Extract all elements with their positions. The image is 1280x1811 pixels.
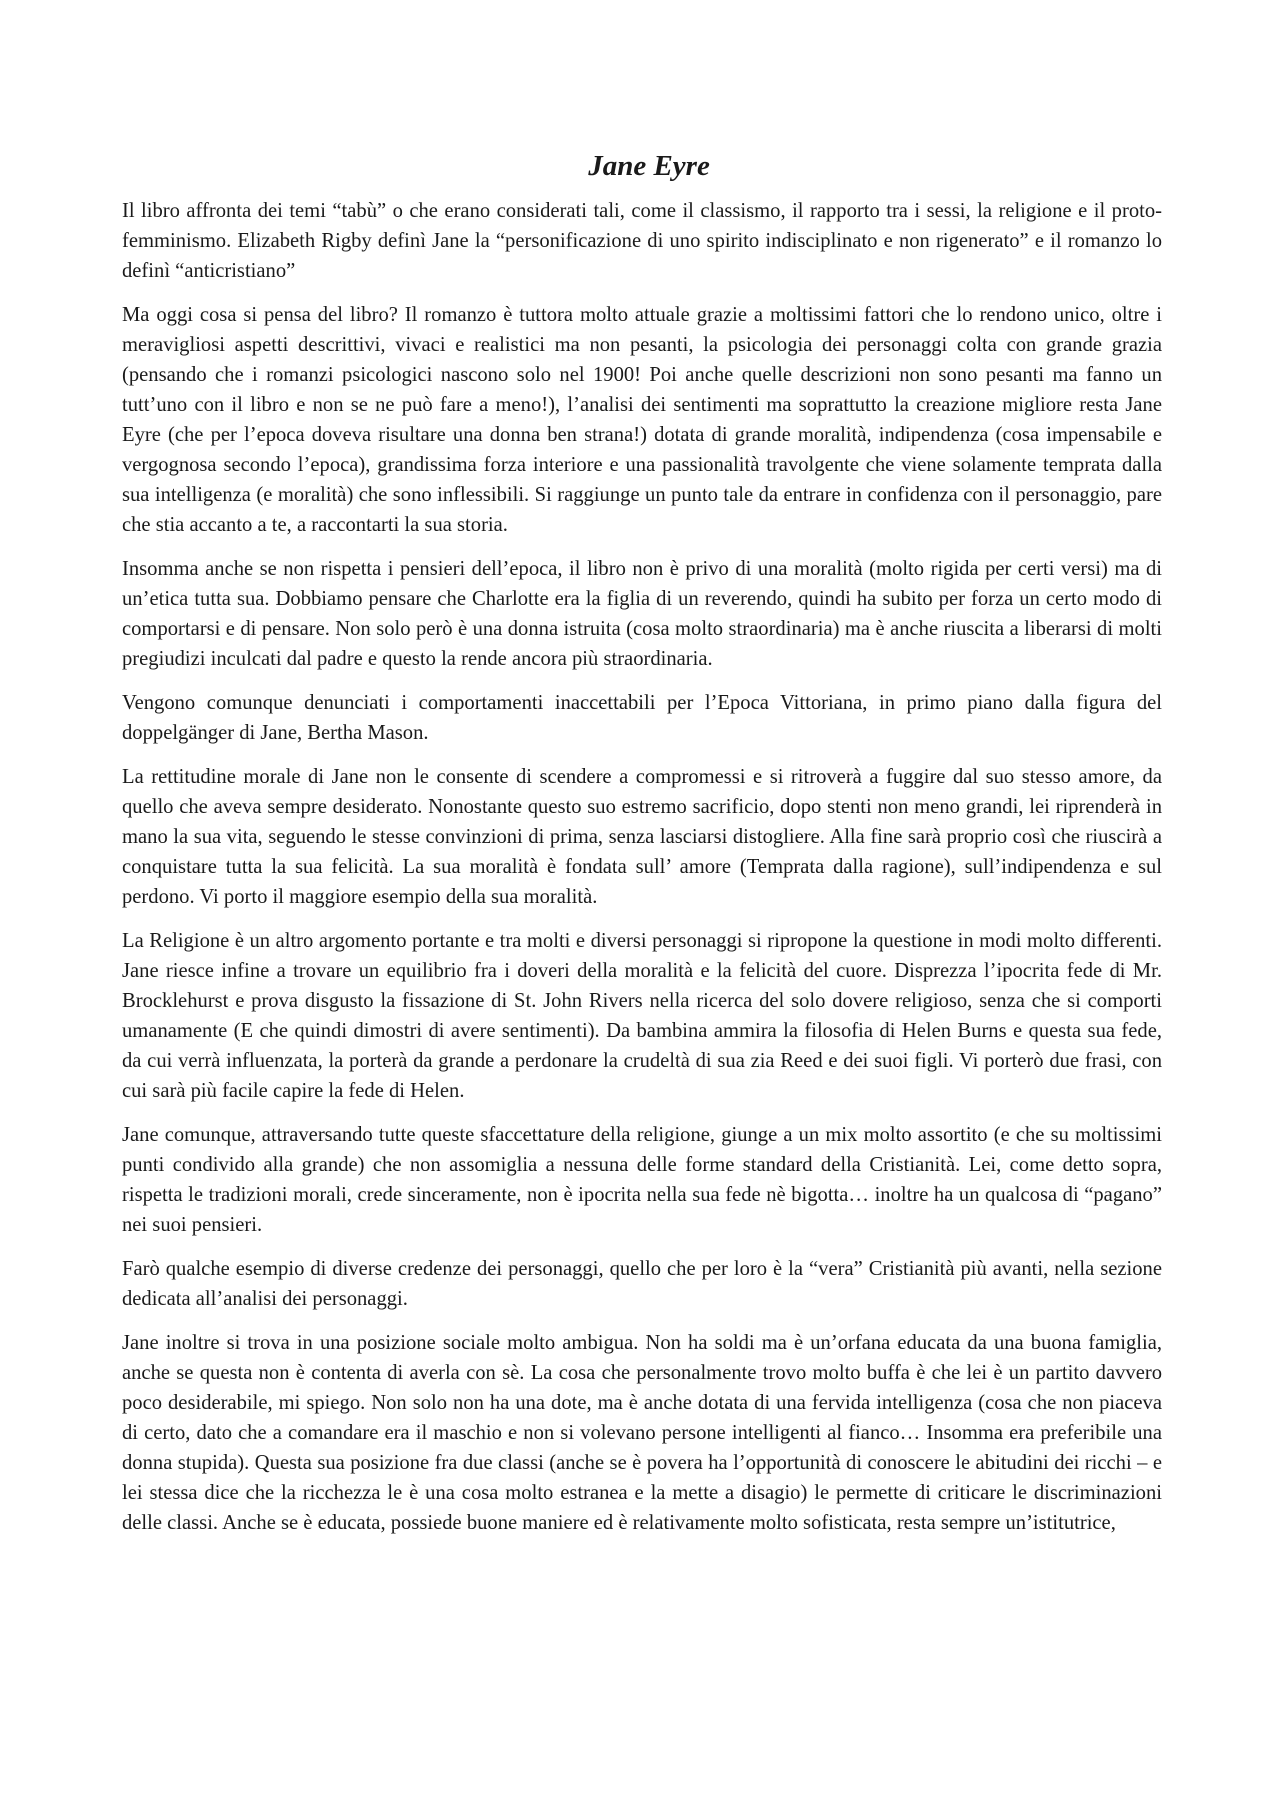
paragraph-3: Insomma anche se non rispetta i pensieri dell’epoca, il libro non è privo di una moralità (molto rigida per certi versi) ma di un’etica tutta sua. Dobbiamo pensare che Charlotte era la figlia di un reverendo, quindi ha subito per forza un certo modo di comportarsi e di pensare. Non solo però è una donna istruita (cosa molto straordinaria) ma è anche riuscita a liberarsi di molti pregiudizi inculcati dal padre e questo la rende ancora più straordinaria. (122, 558, 1162, 670)
document-page (122, 148, 1162, 1552)
paragraph-5: La rettitudine morale di Jane non le consente di scendere a compromessi e si ritroverà a fuggire dal suo stesso amore, da quello che aveva sempre desiderato. Nonostante questo suo estremo sacrificio, dopo stenti non meno grandi, lei riprenderà in mano la sua vita, seguendo le stesse convinzioni di prima, senza lasciarsi distogliere. Alla fine sarà proprio così che riuscirà a conquistare tutta la sua felicità. La sua moralità è fondata sull’ amore (Temprata dalla ragione), sull’indipendenza e sul perdono. Vi porto il maggiore esempio della sua moralità. (122, 766, 1162, 908)
paragraph-2: Ma oggi cosa si pensa del libro? Il romanzo è tuttora molto attuale grazie a moltissimi fattori che lo rendono unico, oltre i meravigliosi aspetti descrittivi, vivaci e realistici ma non pesanti, la psicologia dei personaggi colta con grande grazia (pensando che i romanzi psicologici nascono solo nel 1900! Poi anche quelle descrizioni non sono pesanti ma fanno un tutt’uno con il libro e non se ne può fare a meno!), l’analisi dei sentimenti ma soprattutto la creazione migliore resta Jane Eyre (che per l’epoca doveva risultare una donna ben strana!) dotata di grande moralità, indipendenza (cosa impensabile e vergognosa secondo l’epoca), grandissima forza interiore e una passionalità travolgente che viene solamente temprata dalla sua intelligenza (e moralità) che sono inflessibili. Si raggiunge un punto tale da entrare in confidenza con il personaggio, pare che stia accanto a te, a raccontarti la sua storia. (122, 304, 1162, 536)
paragraph-4: Vengono comunque denunciati i comportamenti inaccettabili per l’Epoca Vittoriana, in primo piano dalla figura del doppelgänger di Jane, Bertha Mason. (122, 692, 1162, 744)
paragraph-9: Jane inoltre si trova in una posizione sociale molto ambigua. Non ha soldi ma è un’orfana educata da una buona famiglia, anche se questa non è contenta di averla con sè. La cosa che personalmente trovo molto buffa è che lei è un partito davvero poco desiderabile, mi spiego. Non solo non ha una dote, ma è anche dotata di una fervida intelligenza (cosa che non piaceva di certo, dato che a comandare era il maschio e non si volevano persone intelligenti al fianco… Insomma era preferibile una donna stupida). Questa sua posizione fra due classi (anche se è povera ha l’opportunità di conoscere le abitudini dei ricchi – e lei stessa dice che la ricchezza le è una cosa molto estranea e la mette a disagio) le permette di criticare le discriminazioni delle classi. Anche se è educata, possiede buone maniere ed è relativamente molto sofisticata, resta sempre un’istitutrice, (122, 1332, 1162, 1534)
paragraph-6: La Religione è un altro argomento portante e tra molti e diversi personaggi si ripropone la questione in modi molto differenti. Jane riesce infine a trovare un equilibrio fra i doveri della moralità e la felicità del cuore. Disprezza l’ipocrita fede di Mr. Brocklehurst e prova disgusto la fissazione di St. John Rivers nella ricerca del solo dovere religioso, senza che si comporti umanamente (E che quindi dimostri di avere sentimenti). Da bambina ammira la filosofia di Helen Burns e questa sua fede, da cui verrà influenzata, la porterà da grande a perdonare la crudeltà di sua zia Reed e dei suoi figli. Vi porterò due frasi, con cui sarà più facile capire la fede di Helen. (122, 930, 1162, 1102)
document-title: Jane Eyre (588, 150, 710, 182)
paragraph-7: Jane comunque, attraversando tutte queste sfaccettature della religione, giunge a un mix molto assortito (e che su moltissimi punti condivido alla grande) che non assomiglia a nessuna delle forme standard della Cristianità. Lei, come detto sopra, rispetta le tradizioni morali, crede sinceramente, non è ipocrita nella sua fede nè bigotta… inoltre ha un qualcosa di “pagano” nei suoi pensieri. (122, 1124, 1162, 1236)
paragraph-1: Il libro affronta dei temi “tabù” o che erano considerati tali, come il classismo, il rapporto tra i sessi, la religione e il proto-femminismo. Elizabeth Rigby definì Jane la “personificazione di uno spirito indisciplinato e non rigenerato” e il romanzo lo definì “anticristiano” (122, 200, 1162, 282)
paragraph-8: Farò qualche esempio di diverse credenze dei personaggi, quello che per loro è la “vera” Cristianità più avanti, nella sezione dedicata all’analisi dei personaggi. (122, 1258, 1162, 1310)
